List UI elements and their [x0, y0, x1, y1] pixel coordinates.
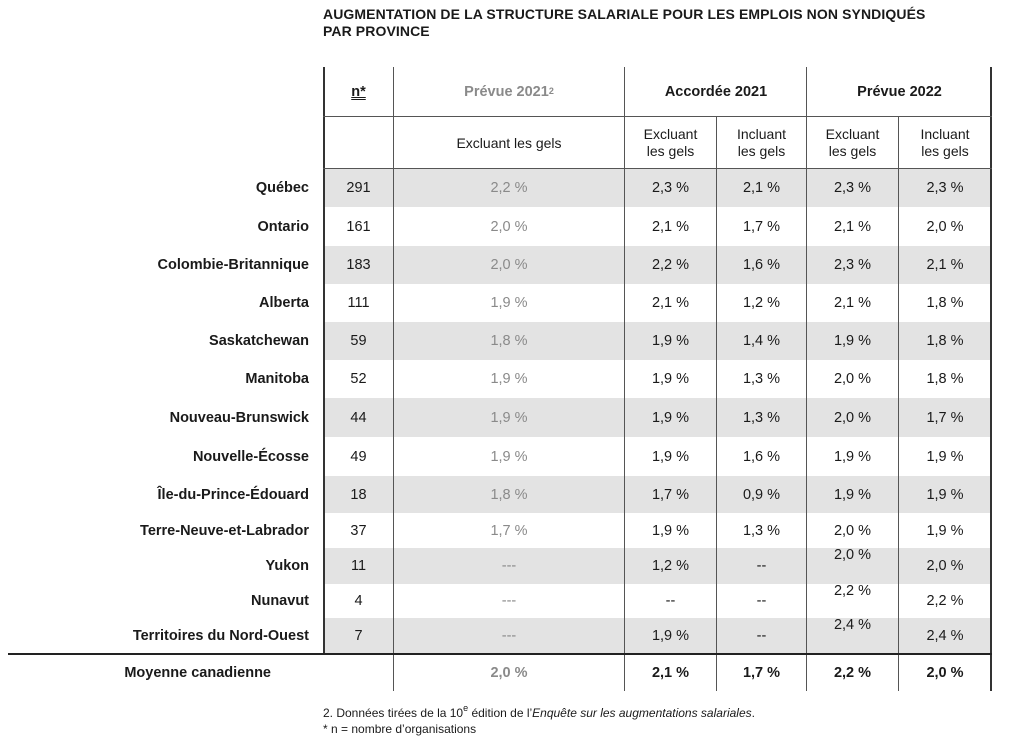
total-divider [8, 653, 992, 655]
cell-prevue-2022-excluant: 2,3 % [807, 246, 898, 284]
subheader-excluant-word: Excluant [825, 126, 880, 142]
cell-accordee-excluant: 2,1 % [651, 295, 690, 311]
cell-prevue-2022-excluant: 1,9 % [833, 448, 872, 465]
cell-prevue-2022-incluant: 2,3 % [898, 169, 992, 207]
grid-line [898, 117, 899, 691]
cell-prevue-2022-excluant: 1,9 % [807, 322, 898, 360]
cell-accordee-excluant: -- [665, 593, 676, 609]
average-prevue-2022-excluant: 2,2 % [833, 665, 872, 681]
cell-prevue-2022-excluant: 2,0 % [807, 398, 898, 437]
subheader-les-gels: les gels [737, 143, 786, 159]
cell-prevue-2022-excluant-value: 2,0 % [833, 547, 872, 563]
cell-accordee-excluant: 1,9 % [625, 322, 716, 360]
cell-prevue-2022-excluant: 2,1 % [833, 219, 872, 235]
province-label: Nouvelle-Écosse [192, 448, 309, 465]
cell-n: 11 [324, 548, 393, 584]
cell-n: 49 [350, 448, 367, 465]
cell-accordee-excluant: 1,9 % [651, 522, 690, 539]
province-label: Colombie-Britannique [157, 257, 309, 273]
header-n [324, 68, 393, 116]
grid-line [990, 67, 992, 691]
cell-prevue-2021: 1,8 % [393, 322, 625, 360]
cell-n: 291 [324, 169, 393, 207]
cell-prevue-2022-incluant: 2,1 % [898, 246, 992, 284]
province-label: Territoires du Nord-Ouest [132, 627, 309, 644]
cell-prevue-2022-excluant: 2,1 % [833, 295, 872, 311]
table-row [8, 618, 992, 653]
cell-prevue-2021: --- [501, 593, 517, 609]
cell-n: 161 [346, 219, 371, 235]
subheader-prevue-2022-excluant [807, 118, 898, 168]
header-prevue-2021-label: Prévue 2021 [464, 84, 549, 100]
cell-prevue-2021: 1,9 % [393, 398, 625, 437]
header-prevue-2022: Prévue 2022 [857, 84, 942, 100]
cell-n: 44 [324, 398, 393, 437]
grid-line [716, 117, 717, 691]
cell-accordee-incluant: 1,3 % [742, 522, 781, 539]
cell-accordee-excluant: 1,9 % [625, 398, 716, 437]
cell-accordee-excluant: 1,7 % [625, 476, 716, 513]
cell-prevue-2022-incluant: 2,4 % [898, 618, 992, 653]
province-label: Île-du-Prince-Édouard [157, 486, 309, 503]
grid-line [806, 67, 807, 691]
cell-prevue-2021: 1,9 % [490, 371, 528, 387]
footnotes [323, 705, 755, 737]
grid-line [624, 67, 625, 691]
cell-accordee-incluant: 1,2 % [742, 295, 781, 311]
table-row [8, 513, 992, 548]
grid-line [323, 168, 992, 169]
cell-accordee-incluant: -- [716, 548, 807, 584]
cell-prevue-2022-incluant: 1,9 % [898, 476, 992, 513]
cell-prevue-2022-excluant: 2,0 % [833, 522, 872, 539]
cell-n: 52 [350, 371, 367, 387]
cell-prevue-2021: 1,9 % [490, 448, 528, 465]
table-row [8, 169, 992, 207]
cell-prevue-2021: 2,0 % [393, 246, 625, 284]
table-row [8, 437, 992, 476]
title-line-2: PAR PROVINCE [323, 23, 430, 39]
cell-accordee-excluant: 1,9 % [651, 448, 690, 465]
province-label: Nunavut [251, 593, 309, 609]
subheader-les-gels: les gels [828, 143, 877, 159]
grid-line [323, 67, 325, 655]
table-row [8, 246, 992, 284]
subheader-incluant-word: Incluant [920, 126, 970, 142]
cell-prevue-2022-excluant: 1,9 % [807, 476, 898, 513]
average-accordee-incluant: 1,7 % [742, 665, 781, 681]
cell-accordee-incluant: 2,1 % [716, 169, 807, 207]
cell-prevue-2022-excluant-value: 2,4 % [833, 617, 872, 633]
table-row [8, 398, 992, 437]
cell-n: 59 [324, 322, 393, 360]
cell-accordee-incluant: -- [716, 618, 807, 653]
cell-prevue-2022-incluant: 2,0 % [898, 548, 992, 584]
table-row [8, 584, 992, 618]
table-row [8, 360, 992, 398]
cell-prevue-2021: --- [393, 618, 625, 653]
footnote-2-prefix: 2. Données tirées de la 10 [323, 706, 464, 720]
province-label: Saskatchewan [209, 333, 309, 349]
cell-accordee-incluant: -- [756, 593, 767, 609]
average-accordee-excluant: 2,1 % [651, 665, 690, 681]
subheader-excluant-word: Excluant [643, 126, 698, 142]
cell-prevue-2022-incluant: 1,8 % [898, 322, 992, 360]
grid-line [323, 116, 992, 117]
cell-accordee-incluant: 1,3 % [716, 398, 807, 437]
title-line-1: AUGMENTATION DE LA STRUCTURE SALARIALE POUR LES EMPLOIS NON SYNDIQUÉS [323, 6, 926, 22]
subheader-incluant-word: Incluant [736, 126, 787, 142]
cell-prevue-2022-incluant: 1,9 % [926, 448, 964, 465]
cell-accordee-excluant: 2,3 % [625, 169, 716, 207]
cell-prevue-2022-excluant [807, 548, 898, 584]
cell-prevue-2022-excluant: 2,0 % [833, 371, 872, 387]
table-title [323, 6, 1003, 40]
subheader-accordee-excluant [625, 118, 716, 168]
cell-prevue-2021: 1,7 % [490, 522, 528, 539]
province-label: Manitoba [245, 371, 309, 387]
cell-accordee-excluant: 1,2 % [625, 548, 716, 584]
cell-prevue-2021: 1,9 % [490, 295, 528, 311]
cell-n: 37 [350, 522, 367, 539]
average-prevue-2022-incluant: 2,0 % [926, 665, 964, 681]
cell-accordee-excluant: 2,1 % [651, 219, 690, 235]
cell-prevue-2021: 2,2 % [393, 169, 625, 207]
cell-accordee-excluant: 1,9 % [625, 618, 716, 653]
table-row [8, 208, 992, 246]
grid-line [393, 67, 394, 691]
cell-prevue-2022-incluant: 1,8 % [926, 295, 964, 311]
cell-n: 18 [324, 476, 393, 513]
cell-n: 183 [324, 246, 393, 284]
cell-accordee-excluant: 2,2 % [625, 246, 716, 284]
footnote-n: * n = nombre d’organisations [323, 722, 477, 736]
cell-accordee-incluant: 1,3 % [742, 371, 781, 387]
table-row [8, 284, 992, 322]
cell-prevue-2021: 2,0 % [490, 219, 528, 235]
cell-prevue-2022-incluant: 1,9 % [926, 522, 964, 539]
province-label: Ontario [257, 219, 309, 235]
average-row [8, 655, 992, 691]
cell-prevue-2022-excluant: 2,3 % [807, 169, 898, 207]
cell-accordee-incluant: 1,6 % [742, 448, 781, 465]
table-row [8, 548, 992, 584]
footnote-2 [323, 705, 755, 721]
footnote-2-sup: e [463, 703, 469, 713]
subheader-prevue-2022-incluant [898, 118, 992, 168]
footnote-2-end: . [751, 706, 755, 720]
cell-prevue-2021: --- [393, 548, 625, 584]
cell-accordee-incluant: 1,7 % [742, 219, 781, 235]
cell-accordee-incluant: 1,6 % [716, 246, 807, 284]
cell-prevue-2021: 1,8 % [393, 476, 625, 513]
subheader-les-gels: les gels [921, 143, 969, 159]
cell-prevue-2022-excluant [807, 584, 898, 618]
cell-accordee-incluant: 0,9 % [716, 476, 807, 513]
footnote-2-mid: édition de l’ [468, 706, 533, 720]
cell-n: 7 [324, 618, 393, 653]
cell-prevue-2022-incluant: 2,2 % [926, 593, 964, 609]
header-accordee-2021: Accordée 2021 [664, 84, 768, 100]
table-row [8, 322, 992, 360]
province-label: Terre-Neuve-et-Labrador [140, 522, 309, 539]
cell-prevue-2022-excluant [807, 618, 898, 653]
province-label: Québec [255, 180, 309, 196]
province-label: Nouveau-Brunswick [169, 409, 309, 426]
cell-accordee-incluant: 1,4 % [716, 322, 807, 360]
subheader-les-gels: les gels [646, 143, 695, 159]
cell-prevue-2022-incluant: 1,7 % [898, 398, 992, 437]
cell-n: 111 [347, 295, 370, 311]
footnote-2-title: Enquête sur les augmentations salariales [532, 706, 752, 720]
cell-prevue-2022-excluant-value: 2,2 % [833, 583, 872, 599]
subheader-prevue-2021-excluant: Excluant les gels [456, 134, 562, 151]
province-label: Alberta [259, 295, 309, 311]
cell-prevue-2022-incluant: 2,0 % [926, 219, 964, 235]
cell-n: 4 [354, 593, 363, 609]
average-prevue-2021: 2,0 % [490, 665, 528, 681]
cell-accordee-excluant: 1,9 % [651, 371, 690, 387]
header-n-label: n* [351, 84, 366, 100]
subheader-accordee-incluant [716, 118, 807, 168]
province-label: Yukon [265, 558, 309, 574]
cell-prevue-2022-incluant: 1,8 % [926, 371, 964, 387]
average-label: Moyenne canadienne [124, 665, 271, 681]
header-prevue-2021: Prévue 2021 $^2$ [464, 84, 554, 100]
table-row [8, 476, 992, 513]
